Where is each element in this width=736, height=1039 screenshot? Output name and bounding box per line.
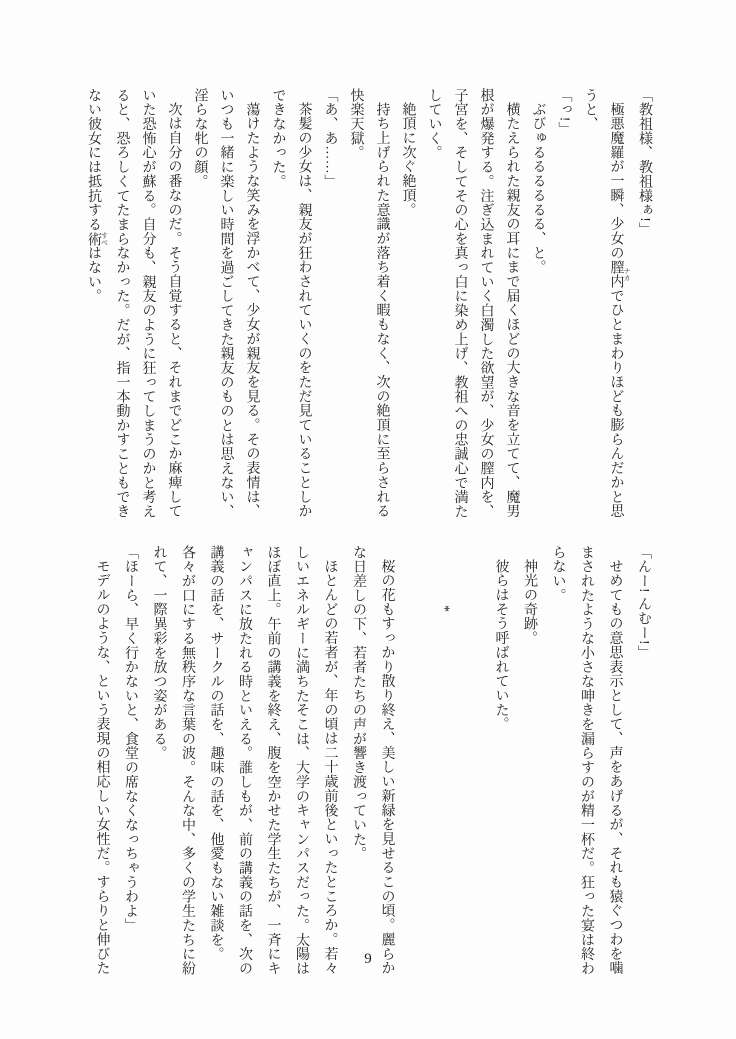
- text-line: な日差しの下、若者たちの声が響き渡っていた。: [351, 545, 366, 861]
- text-line: 根が爆発する。注ぎ込まれていく白濁した欲望が、少女の膣内を、: [478, 88, 494, 519]
- text-block-bottom: [87, 545, 657, 1007]
- text-line: 次は自分の番なのだ。そう自覚すると、それまでどこか麻痺して: [166, 102, 182, 519]
- text-line: 「んー! んむー!」: [636, 545, 651, 660]
- text-line: 「教祖様、教祖様ぁ!」: [637, 88, 652, 237]
- text-line: しいエネルギーに満ちたそこは、大学のキャンパスだった。太陽は: [294, 545, 309, 976]
- blank-line: [401, 545, 430, 1007]
- page-number: 9: [364, 951, 372, 967]
- text-line: らない。: [550, 545, 566, 603]
- text-line: 極悪魔羅が一瞬、少女の膣内 ナカでひとまわりほども膨らんだかと思: [608, 102, 631, 519]
- text-line: まされたような小さな呻きを漏らすのが精一杯だ。狂った宴は終わ: [579, 545, 594, 976]
- text-line: せめてもの意思表示として、声をあげるが、それも猿ぐつわを噛: [607, 559, 623, 976]
- text-line: ほとんどの若者が、年の頃は二十歳前後といったところか。若々: [322, 559, 338, 976]
- text-line: いつも一緒に楽しい時間を過ごしてきた親友のものとは思えない、: [218, 88, 234, 519]
- text-block-top: [80, 88, 657, 550]
- text-line: 子宮を、そしてその心を真っ白に染め上げ、教祖への忠誠心で満た: [452, 88, 468, 519]
- text-line: ない彼女には抵抗する術 すべはない。: [86, 88, 109, 304]
- text-line: ほぼ直上。午前の講義を終え、腹を空かせた学生たちが、一斉にキ: [265, 545, 281, 976]
- text-line: 横たえられた親友の耳にまで届くほどの大きな音を立てて、魔男: [504, 102, 520, 519]
- text-line: 淫らな牝の顔。: [192, 88, 208, 189]
- text-line: ャンパスに放たれる時といえる。誰しもが、前の講義の話を、次の: [237, 545, 252, 976]
- text-line: 講義の話を、サークルの話を、趣味の話を、他愛もない雑談を。: [208, 545, 224, 962]
- text-line: 彼らはそう呼ばれていた。: [493, 559, 509, 732]
- text-line: 「あ、あ……」: [322, 88, 338, 189]
- text-line: していく。: [426, 88, 442, 160]
- text-line: 蕩けたような笑みを浮かべて、少女が親友を見る。その表情は、: [244, 102, 260, 519]
- blank-line: [458, 545, 487, 1007]
- text-line: 各々が口にする無秩序な言葉の波。そんな中、多くの学生たちに紛: [180, 545, 195, 976]
- text-line: うと、: [582, 88, 598, 132]
- text-line: 茶髪の少女は、親友が狂わされていくのをただ見ていることしか: [296, 102, 312, 519]
- text-line: ぶびゅるるるるるる、と。: [530, 102, 546, 275]
- text-line: できなかった。: [270, 88, 286, 189]
- text-line: 神光の奇跡。: [522, 559, 537, 646]
- text-line: 「ほーら、早く行かないと、食堂の席なくなっちゃうわよ」: [123, 545, 138, 933]
- text-line: モデルのような、という表現の相応しい女性だ。すらりと伸びた: [94, 559, 110, 976]
- text-line: 「っ!」: [556, 88, 572, 137]
- text-line: ると、恐ろしくてたまらなかった。だが、指一本動かすこともでき: [114, 88, 130, 519]
- text-line: 持ち上げられた意識が落ち着く暇もなく、次の絶頂に至らされる: [374, 102, 390, 519]
- text-line: いた恐怖心が蘇る。自分も、親友のように狂ってしまうのかと考え: [140, 88, 156, 519]
- scene-break-marker: *: [436, 605, 452, 612]
- text-line: 桜の花もすっかり散り終え、美しい新緑を見せるこの頃。麗らか: [379, 559, 395, 976]
- text-line: れて、一際異彩を放つ姿がある。: [151, 545, 167, 761]
- text-line: 絶頂に次ぐ絶頂。: [400, 102, 416, 217]
- text-line: 快楽天獄。: [348, 88, 364, 160]
